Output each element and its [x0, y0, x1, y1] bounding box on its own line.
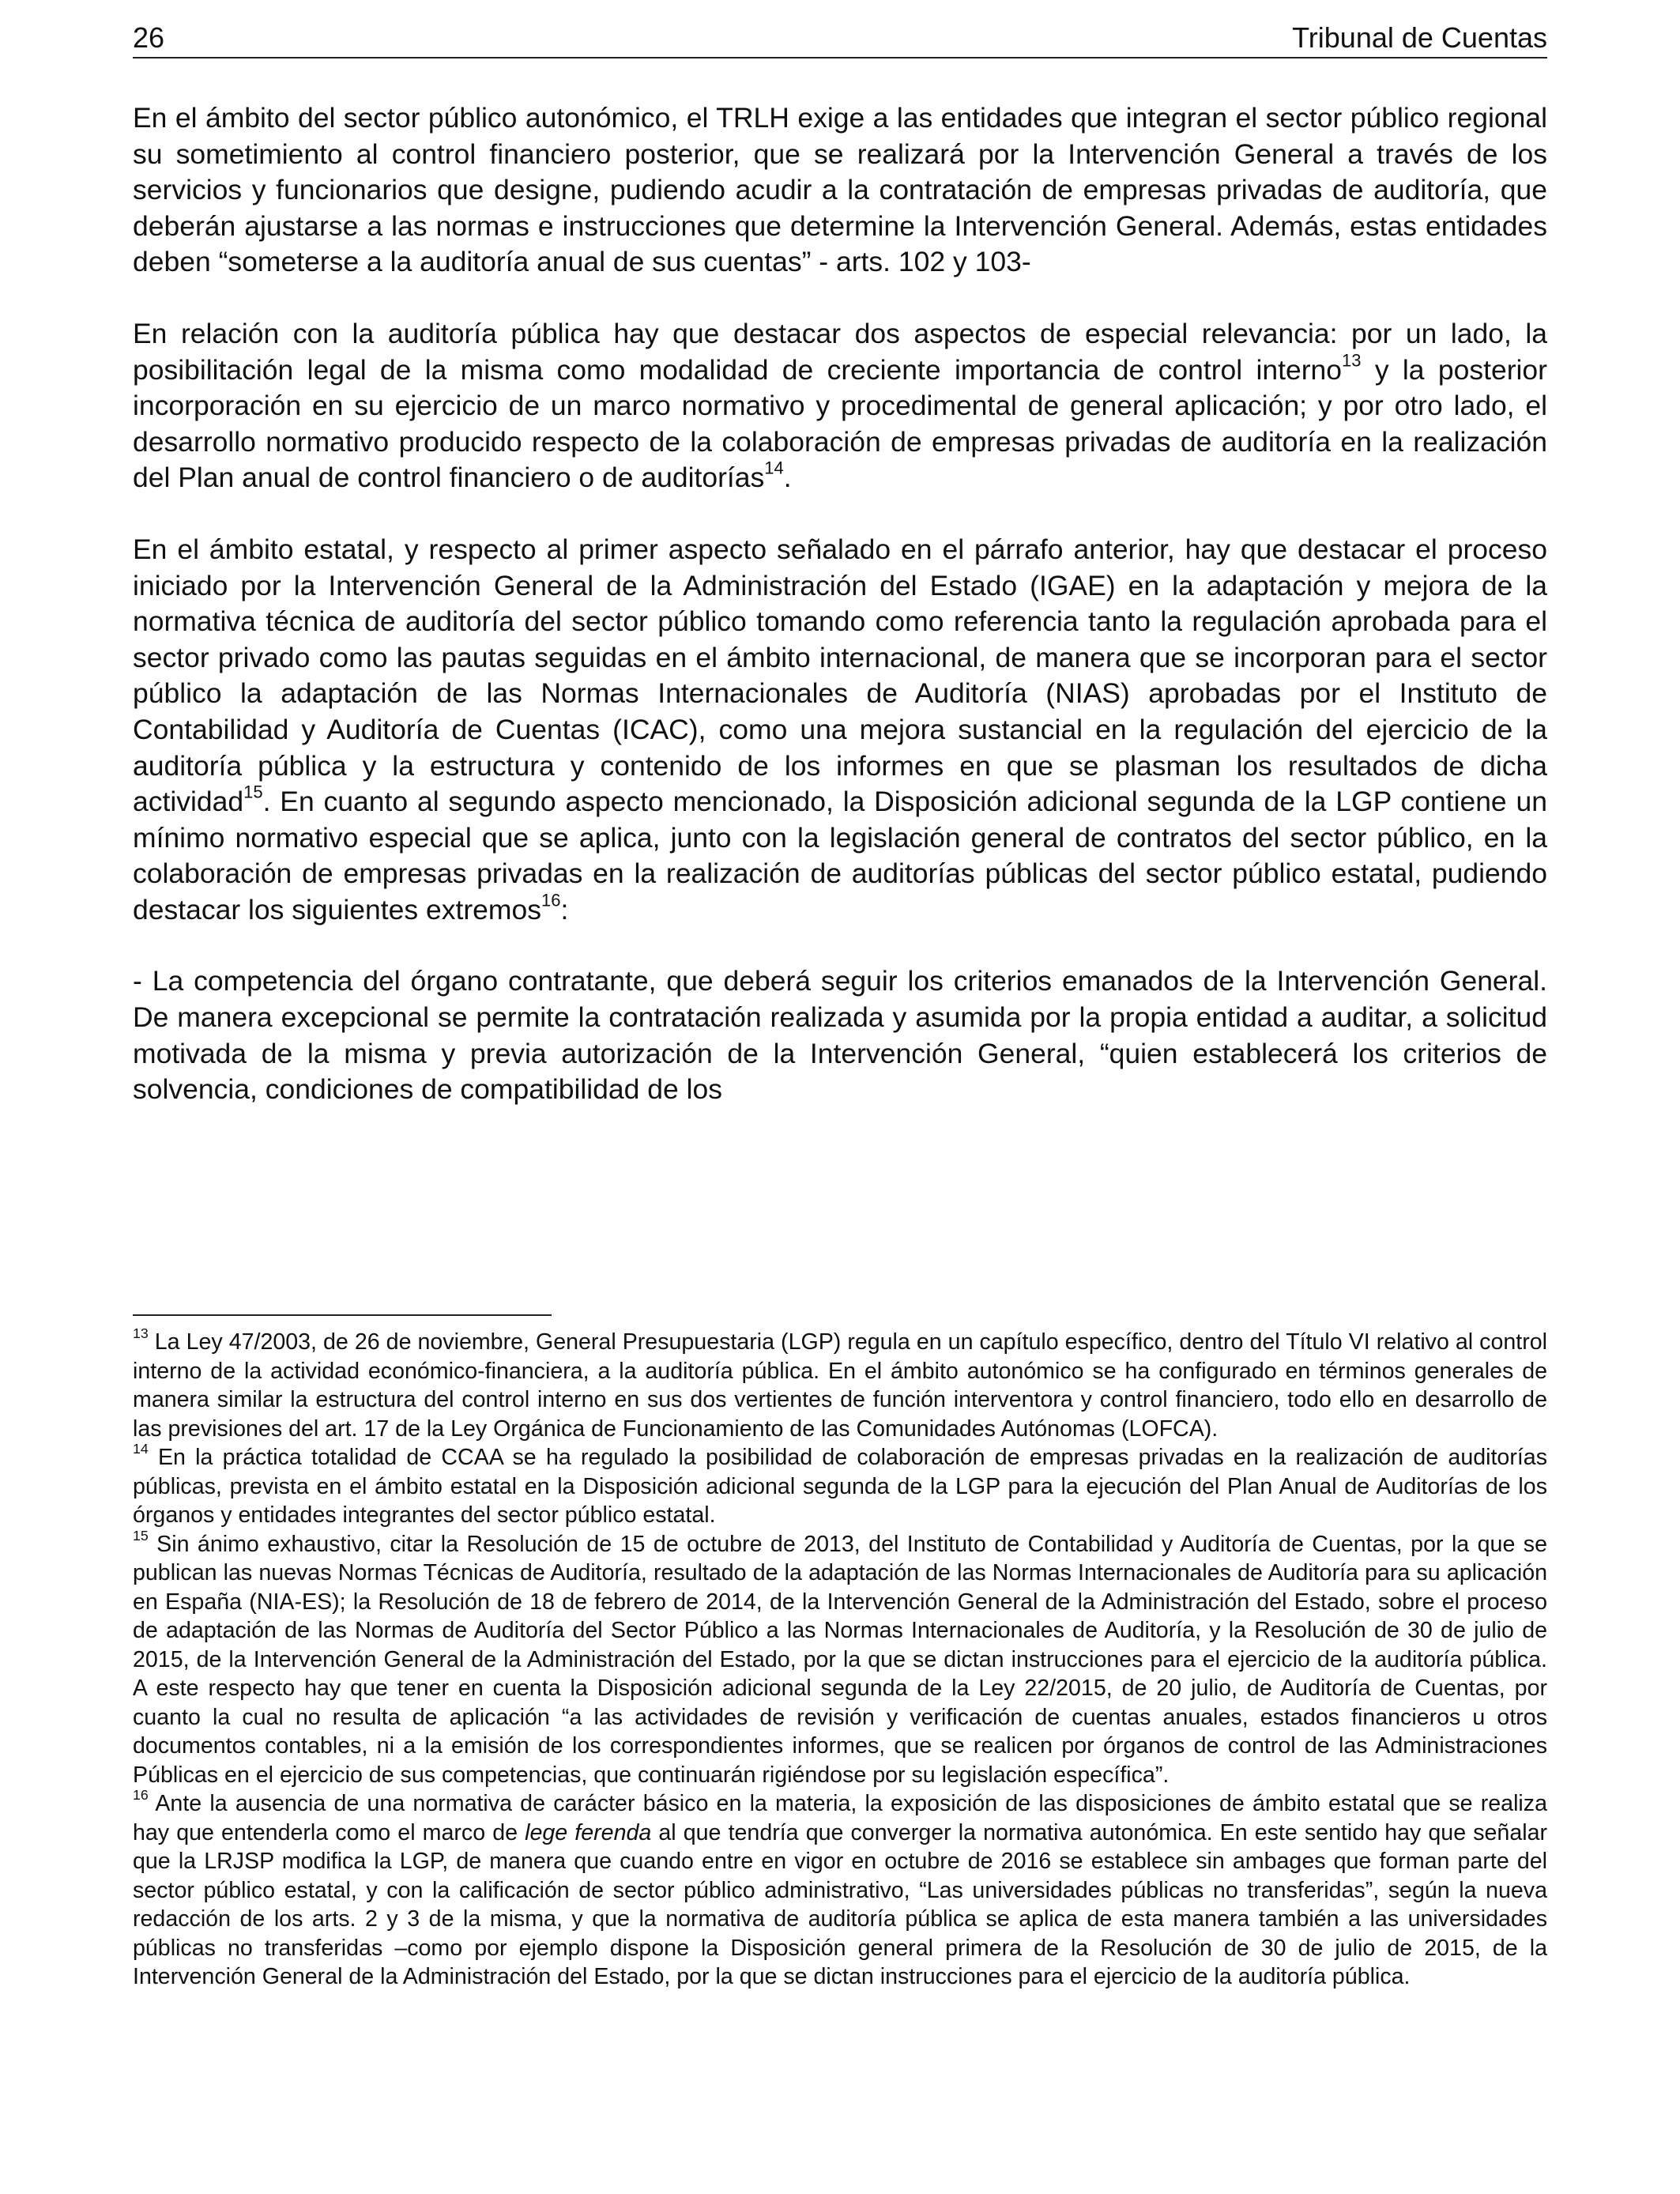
footnote-14 — [133, 1440, 1547, 1530]
footnote-number: 14 — [133, 1440, 149, 1457]
paragraph-2-text-b: y la posterior incorporación en su ejercicio de un marco normativo y procedimental de general aplicación; y por otro lado, el desarrollo normativo producido respecto de la colaboración de empresas privadas de auditoría en la realización del Plan anual de control financiero o de auditorías — [133, 353, 1547, 494]
document-page — [133, 0, 1547, 2194]
footnote-ref-13[interactable]: 13 — [1342, 350, 1362, 371]
footnote-15 — [133, 1527, 1547, 1790]
page-header — [133, 21, 1547, 58]
paragraph-3-text-c: : — [560, 893, 569, 925]
footnote-separator — [133, 1314, 552, 1316]
paragraph-3 — [133, 532, 1547, 929]
footnote-text: La Ley 47/2003, de 26 de noviembre, General Presupuestaria (LGP) regula en un capítulo específico, dentro del Título VI relativo al control interno de la actividad económico-financiera, a la auditoría pública. En el ámbito autonómico se ha configurado en términos generales de manera similar la estructura del control interno en sus dos vertientes de función interventora y control financiero, todo ello en desarrollo de las previsiones del art. 17 de la Ley Orgánica de Funcionamiento de las Comunidades Autónomas (LOFCA). — [133, 1329, 1547, 1442]
page-number: 26 — [133, 21, 165, 54]
footnote-text: Sin ánimo exhaustivo, citar la Resolución de 15 de octubre de 2013, del Instituto de Contabilidad y Auditoría de Cuentas, por la que se publican las nuevas Normas Técnicas de Auditoría, resultado de la adaptación de las Normas Internacionales de Auditoría para su aplicación en España (NIA-ES); la Resolución de 18 de febrero de 2014, de la Intervención General de la Administración del Estado, sobre el proceso de adaptación de las Normas de Auditoría del Sector Público a las Normas Internacionales de Auditoría, y la Resolución de 30 de julio de 2015, de la Intervención General de la Administración del Estado, por la que se dictan instrucciones para el ejercicio de la auditoría pública. A este respecto hay que tener en cuenta la Disposición adicional segunda de la Ley 22/2015, de 20 julio, de Auditoría de Cuentas, por cuanto la cual no resulta de aplicación “a las actividades de revisión y verificación de cuentas anuales, estados financieros u otros documentos contables, ni a la emisión de los correspondientes informes, que se realicen por órganos de control de las Administraciones Públicas en el ejercicio de sus competencias, que continuarán rigiéndose por su legislación específica”. — [133, 1531, 1547, 1788]
body-text — [133, 100, 1547, 1108]
footnote-text: al que tendría que converger la normativa autonómica. En este sentido hay que señalar que la LRJSP modifica la LGP, de manera que cuando entre en vigor en octubre de 2016 se establece sin ambages que forman parte del sector público estatal, y con la calificación de sector público administrativo, “Las universidades públicas no transferidas”, según la nueva redacción de los arts. 2 y 3 de la misma, y que la normativa de auditoría pública se aplica de esta manera también a las universidades públicas no transferidas –como por ejemplo dispone la Disposición general primera de la Resolución de 30 de julio de 2015, de la Intervención General de la Administración del Estado, por la que se dictan instrucciones para el ejercicio de la auditoría pública. — [133, 1819, 1548, 1989]
paragraph-1: En el ámbito del sector público autonómico, el TRLH exige a las entidades que integran el sector público regional su sometimiento al control financiero posterior, que se realizará por la Intervención General a través de los servicios y funcionarios que designe, pudiendo acudir a la contratación de empresas privadas de auditoría, que deberán ajustarse a las normas e instrucciones que determine la Intervención General. Además, estas entidades deben “someterse a la auditoría anual de sus cuentas” - arts. 102 y 103- — [133, 102, 1547, 278]
paragraph-3-text-b: . En cuanto al segundo aspecto mencionado, la Disposición adicional segunda de la LGP contiene un mínimo normativo especial que se aplica, junto con la legislación general de contratos del sector público, en la colaboración de empresas privadas en la realización de auditorías públicas del sector público estatal, pudiendo destacar los siguientes extremos — [133, 786, 1547, 925]
footnote-number: 13 — [133, 1325, 149, 1341]
footnote-16 — [133, 1786, 1548, 1992]
footnote-ref-15[interactable]: 15 — [243, 782, 263, 802]
paragraph-3-text-a: En el ámbito estatal, y respecto al primer aspecto señalado en el párrafo anterior, hay que destacar el proceso iniciado por la Intervención General de la Administración del Estado (IGAE) en la adaptación y mejora de la normativa técnica de auditoría del sector público tomando como referencia tanto la regulación aprobada para el sector privado como las pautas seguidas en el ámbito internacional, de manera que se incorporan para el sector público la adaptación de las Normas Internacionales de Auditoría (NIAS) aprobadas por el Instituto de Contabilidad y Auditoría de Cuentas (ICAC), como una mejora sustancial en la regulación del ejercicio de la auditoría pública y la estructura y contenido de los informes en que se plasman los resultados de dicha actividad — [133, 533, 1547, 818]
footnote-ref-16[interactable]: 16 — [541, 890, 561, 910]
footnote-text: Ante la ausencia de una normativa de carácter básico en la materia, la exposición de las disposiciones de ámbito estatal que se realiza hay que entenderla como el marco de — [133, 1791, 1547, 1845]
footnote-13 — [133, 1325, 1547, 1443]
footnote-number: 15 — [133, 1527, 149, 1544]
footnote-text-italic: lege ferenda — [525, 1819, 652, 1845]
paragraph-2-text-c: . — [783, 462, 792, 494]
footnotes — [133, 1325, 1548, 1992]
paragraph-2 — [133, 316, 1547, 496]
running-title: Tribunal de Cuentas — [1292, 21, 1547, 54]
footnote-number: 16 — [133, 1786, 149, 1803]
footnote-text: En la práctica totalidad de CCAA se ha regulado la posibilidad de colaboración de empresas privadas en la realización de auditorías públicas, prevista en el ámbito estatal en la Disposición adicional segunda de la LGP para la ejecución del Plan Anual de Auditorías de los órganos y entidades integrantes del sector público estatal. — [133, 1445, 1547, 1528]
footnote-ref-14[interactable]: 14 — [764, 458, 784, 478]
paragraph-4: - La competencia del órgano contratante, que deberá seguir los criterios emanados de la Intervención General. De manera excepcional se permite la contratación realizada y asumida por la propia entidad a auditar, a solicitud motivada de la misma y previa autorización de la Intervención General, “quien establecerá los criterios de solvencia, condiciones de compatibilidad de los — [133, 965, 1547, 1106]
paragraph-2-text-a: En relación con la auditoría pública hay que destacar dos aspectos de especial relevancia: por un lado, la posibilitación legal de la misma como modalidad de creciente importancia de control interno — [133, 317, 1547, 386]
